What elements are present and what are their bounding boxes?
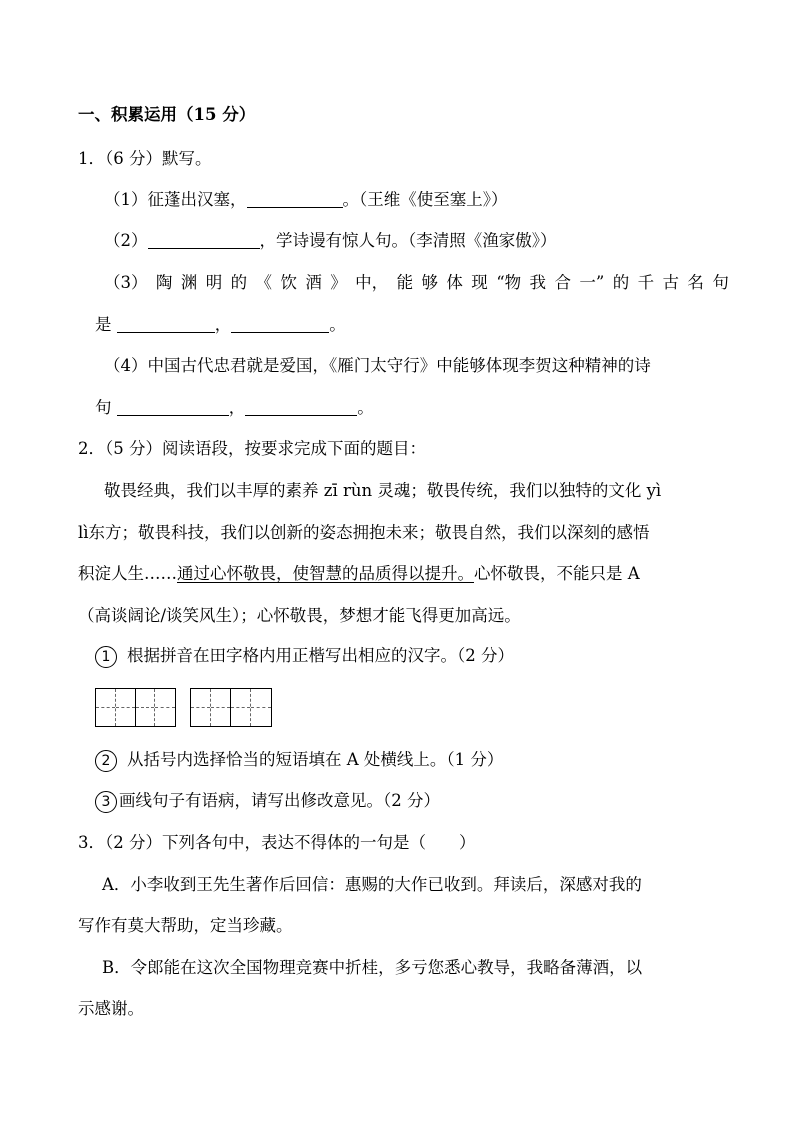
q3-option-a-line-1: A．小李收到王先生著作后回信：惠赐的大作已收到。拜读后，深感对我的 [102, 875, 642, 894]
q1-item-1 [104, 189, 508, 211]
q1-item-3-char: 古 [662, 273, 679, 292]
q2-paragraph-text: 心怀敬畏，不能只是 A [474, 564, 640, 583]
q2-sub-2-text: 从括号内选择恰当的短语填在 A 处横线上。（1 分） [127, 750, 504, 769]
q1-item-3-char: 》 [330, 273, 347, 292]
grid-cell [136, 689, 156, 726]
q2-paragraph-line-1: 敬畏经典，我们以丰厚的素养 zī rùn 灵魂；敬畏传统，我们以独特的文化 yì [104, 481, 662, 500]
q2-paragraph-line-2: lì东方；敬畏科技，我们以创新的姿态拥抱未来；敬畏自然，我们以深刻的感悟 [78, 523, 650, 542]
q1-item-3-char: 酒 [305, 273, 322, 292]
q1-item-3-char: 体 [446, 273, 463, 292]
q2-sub-3 [95, 790, 440, 813]
q3-option-b-line-2: 示感谢。 [78, 999, 144, 1018]
grid-cell [191, 689, 211, 726]
q1-item-3-end: 。 [329, 315, 346, 334]
answer-blank[interactable] [117, 315, 215, 333]
grid-cell [116, 689, 136, 726]
q1-item-4-end: 。 [357, 398, 374, 417]
grid-cell [231, 689, 251, 726]
q3-option-a-line-2: 写作有莫大帮助，定当珍藏。 [78, 916, 293, 935]
q1-stem: 1．（6 分）默写。 [78, 149, 212, 168]
q2-paragraph-line-3 [78, 563, 640, 585]
q1-item-3-char: 千 [637, 273, 655, 292]
answer-blank[interactable] [231, 315, 329, 333]
q1-item-1-prefix: （1）征蓬出汉塞， [104, 190, 247, 209]
q2-paragraph-line-4: （高谈阔论/谈笑风生）；心怀敬畏，梦想才能飞得更加高远。 [78, 606, 521, 625]
circled-number-1: 1 [95, 646, 117, 668]
q1-item-3-char: 的 [230, 273, 248, 292]
q3-stem: 3．（2 分）下列各句中，表达不得体的一句是（ ） [78, 833, 476, 852]
q1-item-3-char: 渊 [180, 273, 198, 292]
q1-item-3-char: 中， [355, 273, 389, 292]
q1-item-3-line-2 [95, 314, 346, 336]
q2-paragraph-text: 积淀人生…… [78, 564, 177, 583]
answer-blank[interactable] [247, 190, 343, 208]
q1-item-4-line-1: （4）中国古代忠君就是爱国，《雁门太守行》中能够体现李贺这种精神的诗 [104, 356, 651, 375]
q1-item-3-char: 的 [612, 273, 630, 292]
q1-item-3-char: 能 [396, 273, 414, 292]
q1-item-3-char: 我 [529, 273, 547, 292]
q2-sub-3-text: 画线句子有语病，请写出修改意见。（2 分） [119, 791, 440, 810]
q1-item-3-char: “物 [496, 273, 522, 292]
q1-item-3-char: 饮 [280, 273, 297, 292]
q1-item-4-prefix: 句 [95, 398, 112, 417]
underlined-sentence: 通过心怀敬畏，使智慧的品质得以提升。 [177, 564, 474, 583]
q1-item-4-line-2 [95, 397, 374, 419]
circled-number-2: 2 [95, 750, 117, 772]
grid-cell [155, 689, 175, 726]
grid-cell [96, 689, 116, 726]
q1-item-1-suffix: 。（王维《使至塞上》） [342, 190, 508, 209]
q3-option-b-line-1: B．令郎能在这次全国物理竞赛中折桂，多亏您悉心教导，我略备薄酒，以 [102, 958, 643, 977]
q2-sub-1 [95, 645, 514, 668]
q1-item-2-prefix: （2） [104, 231, 148, 250]
q1-item-3-char: 明 [205, 273, 223, 292]
grid-cell [211, 689, 231, 726]
q1-item-3-char: 陶 [155, 273, 173, 292]
q1-item-2 [104, 230, 557, 252]
q1-item-3-prefix: 是 [95, 315, 112, 334]
section-title: 一、积累运用（15 分） [78, 105, 256, 124]
answer-blank[interactable] [148, 231, 260, 249]
circled-number-3: 3 [95, 791, 117, 813]
q1-item-3-char: 《 [255, 273, 273, 292]
tianzige-grid-1[interactable] [95, 688, 176, 727]
q2-sub-1-text: 根据拼音在田字格内用正楷写出相应的汉字。（2 分） [127, 646, 514, 665]
q1-item-3-char: 句 [712, 273, 729, 292]
q1-item-3-char: 一” [579, 273, 605, 292]
q2-stem: 2．（5 分）阅读语段，按要求完成下面的题目： [78, 439, 426, 458]
answer-blank[interactable] [245, 398, 357, 416]
tianzige-grid-2[interactable] [190, 688, 272, 727]
grid-cell [251, 689, 271, 726]
q1-item-3-char: 够 [421, 273, 438, 292]
q1-item-3-char: 名 [687, 273, 704, 292]
q2-sub-2 [95, 749, 503, 772]
q1-item-3-char: 现 [471, 273, 488, 292]
q1-item-2-suffix: ，学诗谩有惊人句。（李清照《渔家傲》） [259, 231, 557, 250]
q1-item-3-char: （3） [104, 273, 148, 292]
answer-blank[interactable] [117, 398, 229, 416]
q1-item-3-separator: ， [214, 315, 232, 334]
q1-item-4-separator: ， [228, 398, 246, 417]
q1-item-3-char: 合 [554, 273, 571, 292]
q1-item-3-line-1 [104, 272, 729, 294]
